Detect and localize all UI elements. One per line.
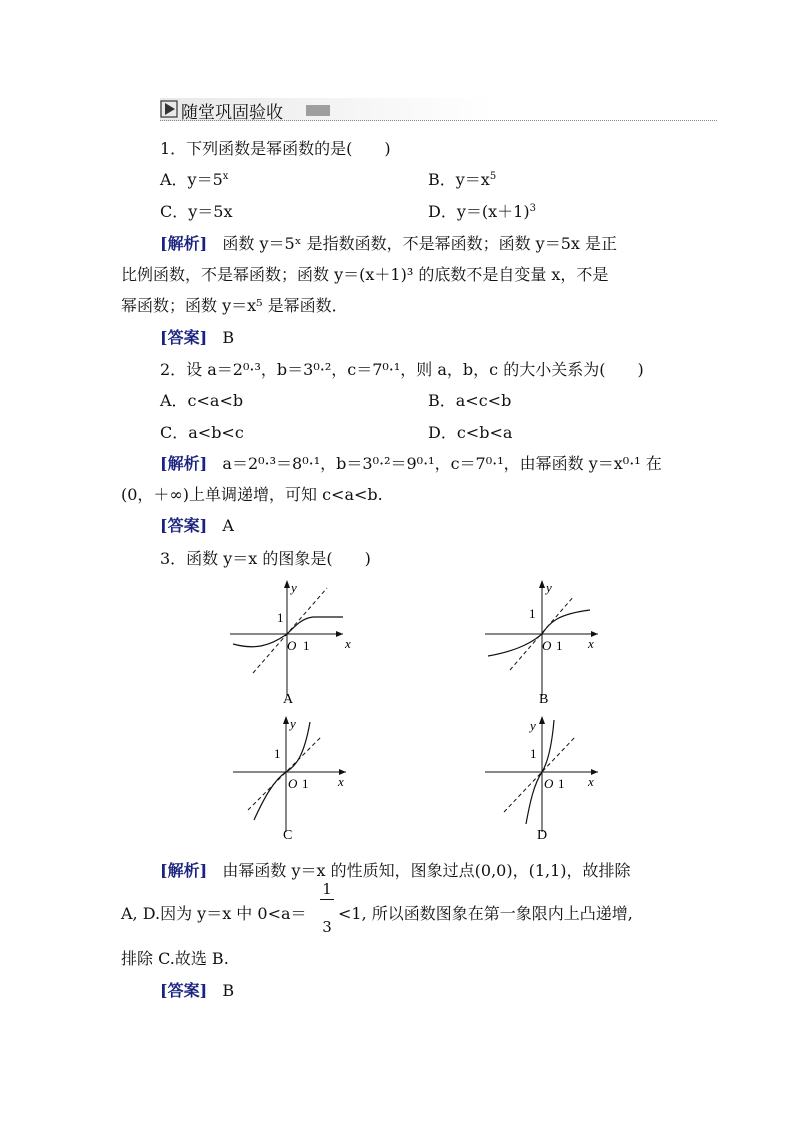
section-title: 随堂巩固验收	[181, 103, 283, 123]
graph-b-caption: B	[539, 692, 549, 707]
graph-a-caption: A	[283, 692, 294, 707]
graph-b-origin: O	[542, 638, 552, 653]
q3-stem: 3．函数 y＝x 的图象是( )	[160, 549, 371, 568]
q1-option-d: D．$y=(x+1)^3$	[428, 202, 536, 221]
graph-c-y-one: 1	[274, 746, 281, 761]
graph-a-x-one: 1	[303, 638, 310, 653]
graph-d-origin: O	[544, 776, 554, 791]
graph-a-x-label: x	[345, 636, 351, 651]
header-bar-decoration	[306, 105, 330, 116]
q2-analysis-line2: (0，＋∞)上单调递增，可知 c<a<b.	[121, 485, 383, 504]
graph-b	[480, 578, 610, 708]
graph-d-y-label: y	[530, 718, 536, 733]
q1-analysis-line3: 幂函数；函数 y＝x⁵ 是幂函数．	[121, 296, 348, 315]
fraction-numerator: 1	[322, 880, 332, 898]
graph-d-y-one: 1	[530, 746, 537, 761]
fraction-denominator: 3	[322, 918, 332, 936]
q2-option-c: C．a<b<c	[160, 423, 244, 442]
graph-a-y-label: y	[291, 580, 297, 595]
graph-c-caption: C	[283, 828, 293, 843]
q1-option-c: C．y＝5x	[160, 202, 233, 221]
graph-b-y-label: y	[546, 580, 552, 595]
q2-stem: 2．设 a＝2⁰·³，b＝3⁰·²，c＝7⁰·¹，则 a，b，c 的大小关系为( )	[160, 360, 644, 379]
graph-d-x-label: x	[588, 774, 594, 789]
graph-c-origin: O	[288, 776, 298, 791]
graph-c-x-label: x	[338, 774, 344, 789]
q1-stem: 1．下列函数是幂函数的是( )	[160, 139, 391, 158]
graph-b-x-label: x	[588, 636, 594, 651]
graph-a-origin: O	[287, 638, 297, 653]
q2-option-b: B．a<c<b	[428, 391, 512, 410]
q3-analysis-line2b: <1, 所以函数图象在第一象限内上凸递增,	[338, 904, 633, 923]
graph-d-caption: D	[537, 828, 548, 843]
play-arrow-icon	[160, 100, 178, 118]
q3-answer: [答案] B	[160, 981, 235, 1000]
graph-b-x-one: 1	[556, 638, 563, 653]
graph-a-y-one: 1	[277, 610, 284, 625]
graph-c-y-label: y	[290, 716, 296, 731]
q1-analysis-line1: [解析] 函数 y＝5ˣ 是指数函数，不是幂函数；函数 y＝5x 是正	[160, 234, 618, 253]
q1-analysis-line2: 比例函数，不是幂函数；函数 y＝(x＋1)³ 的底数不是自变量 x，不是	[121, 265, 609, 284]
graph-b-y-one: 1	[529, 606, 536, 621]
q2-analysis-line1: [解析] a＝2⁰·³＝8⁰·¹，b＝3⁰·²＝9⁰·¹，c＝7⁰·¹，由幂函数 y＝x⁰·¹ 在	[160, 454, 662, 473]
graph-d-x-one: 1	[558, 776, 565, 791]
fraction-bar	[320, 899, 334, 900]
graph-a	[225, 578, 355, 708]
q3-analysis-line2a: A, D.因为 y＝x 中 0<a＝	[121, 904, 307, 923]
q1-option-a: A．$y=5^x$	[160, 170, 229, 189]
q1-option-b: B．$y=x^5$	[428, 170, 497, 189]
q2-option-a: A．c<a<b	[160, 391, 244, 410]
q3-analysis-line1: [解析] 由幂函数 y＝x 的性质知，图象过点(0,0)，(1,1)，故排除	[160, 861, 631, 880]
graph-c	[228, 714, 358, 844]
graph-c-x-one: 1	[302, 776, 309, 791]
q2-option-d: D．c<b<a	[428, 423, 513, 442]
q1-answer: [答案] B	[160, 328, 235, 347]
q3-analysis-line3: 排除 C.故选 B.	[121, 949, 229, 968]
graph-d	[480, 714, 610, 844]
q2-answer: [答案] A	[160, 516, 234, 535]
